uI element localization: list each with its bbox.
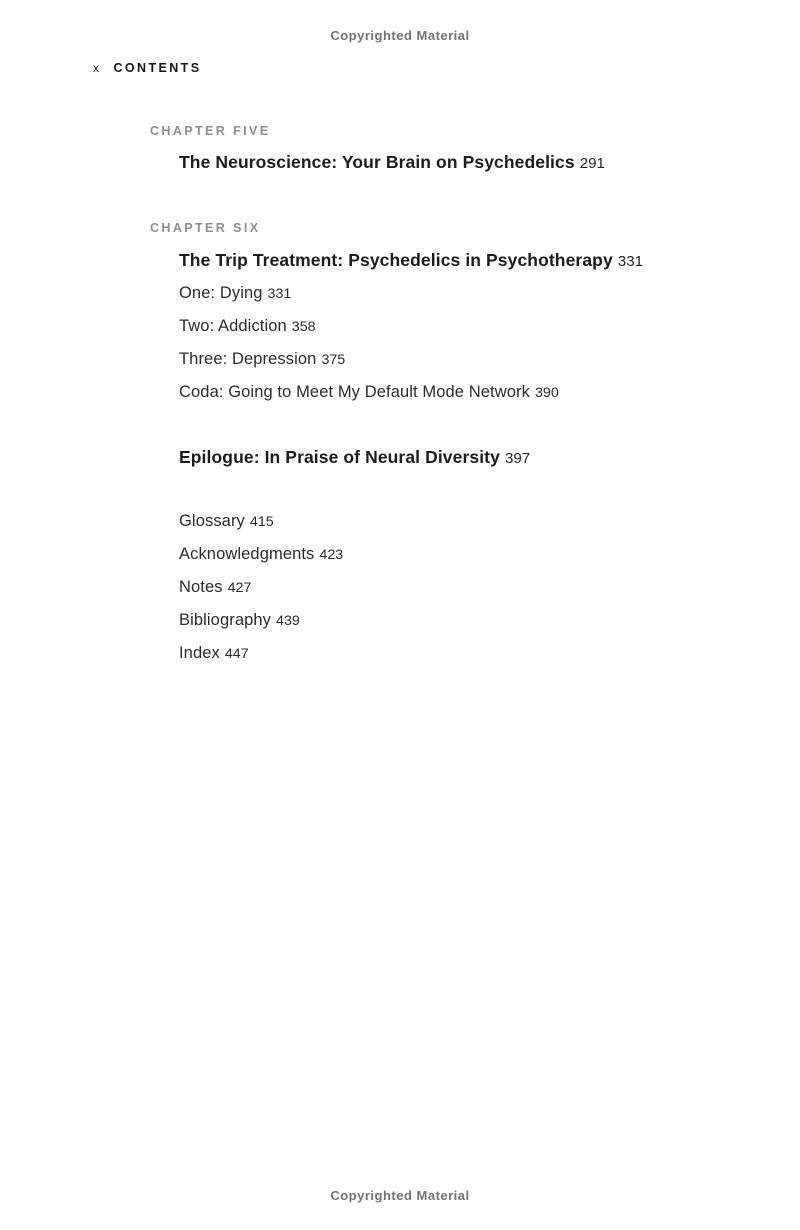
toc-entry-page-ref: 358 (291, 319, 316, 335)
toc-entry-title: One: Dying (179, 284, 263, 302)
toc-entry-page-ref: 423 (319, 547, 344, 563)
chapter-six-title-text: The Trip Treatment: Psychedelics in Psychotherapy (179, 250, 613, 270)
chapter-six-label: CHAPTER SIX (150, 221, 261, 235)
toc-entry-page-ref: 375 (321, 352, 346, 368)
toc-entry-title: Bibliography (179, 611, 272, 629)
chapter-five-label: CHAPTER FIVE (150, 124, 271, 138)
folio-page-number: x (93, 61, 100, 75)
chapter-five-page-ref: 291 (579, 155, 605, 172)
epilogue-page-ref: 397 (504, 450, 531, 467)
toc-entry-notes (179, 577, 251, 598)
toc-entry-page-ref: 390 (534, 385, 559, 401)
running-head: CONTENTS (113, 61, 202, 75)
toc-entry-page-ref: 427 (227, 580, 252, 596)
toc-entry-coda (179, 382, 559, 403)
toc-entry-acknowledgments (179, 544, 343, 565)
toc-entry-title: Coda: Going to Meet My Default Mode Network (179, 383, 530, 401)
toc-entry-title: Two: Addiction (179, 317, 287, 335)
toc-entry-title: Notes (179, 578, 223, 596)
toc-entry-bibliography (179, 610, 300, 631)
toc-entry-two-addiction (179, 316, 316, 337)
toc-entry-page-ref: 439 (276, 613, 300, 629)
copyright-banner-top: Copyrighted Material (330, 28, 470, 43)
toc-entry-title: Glossary (179, 512, 245, 530)
toc-entry-one-dying (179, 283, 291, 304)
page-header (93, 60, 201, 76)
chapter-five-title-text: The Neuroscience: Your Brain on Psychedelics (179, 152, 575, 172)
epilogue-title (179, 447, 530, 469)
toc-entry-title: Three: Depression (179, 350, 317, 368)
toc-entry-glossary (179, 511, 274, 532)
toc-entry-index (179, 643, 249, 664)
chapter-five-title (179, 152, 605, 174)
chapter-six-title (179, 250, 643, 272)
copyright-banner-bottom: Copyrighted Material (330, 1188, 470, 1203)
epilogue-title-text: Epilogue: In Praise of Neural Diversity (179, 447, 500, 467)
toc-entry-page-ref: 447 (224, 646, 249, 662)
toc-entry-page-ref: 331 (267, 286, 292, 302)
toc-entry-three-depression (179, 349, 345, 370)
toc-entry-title: Index (179, 644, 220, 662)
toc-entry-page-ref: 415 (249, 514, 274, 530)
toc-entry-title: Acknowledgments (179, 545, 315, 563)
chapter-six-page-ref: 331 (617, 253, 644, 270)
